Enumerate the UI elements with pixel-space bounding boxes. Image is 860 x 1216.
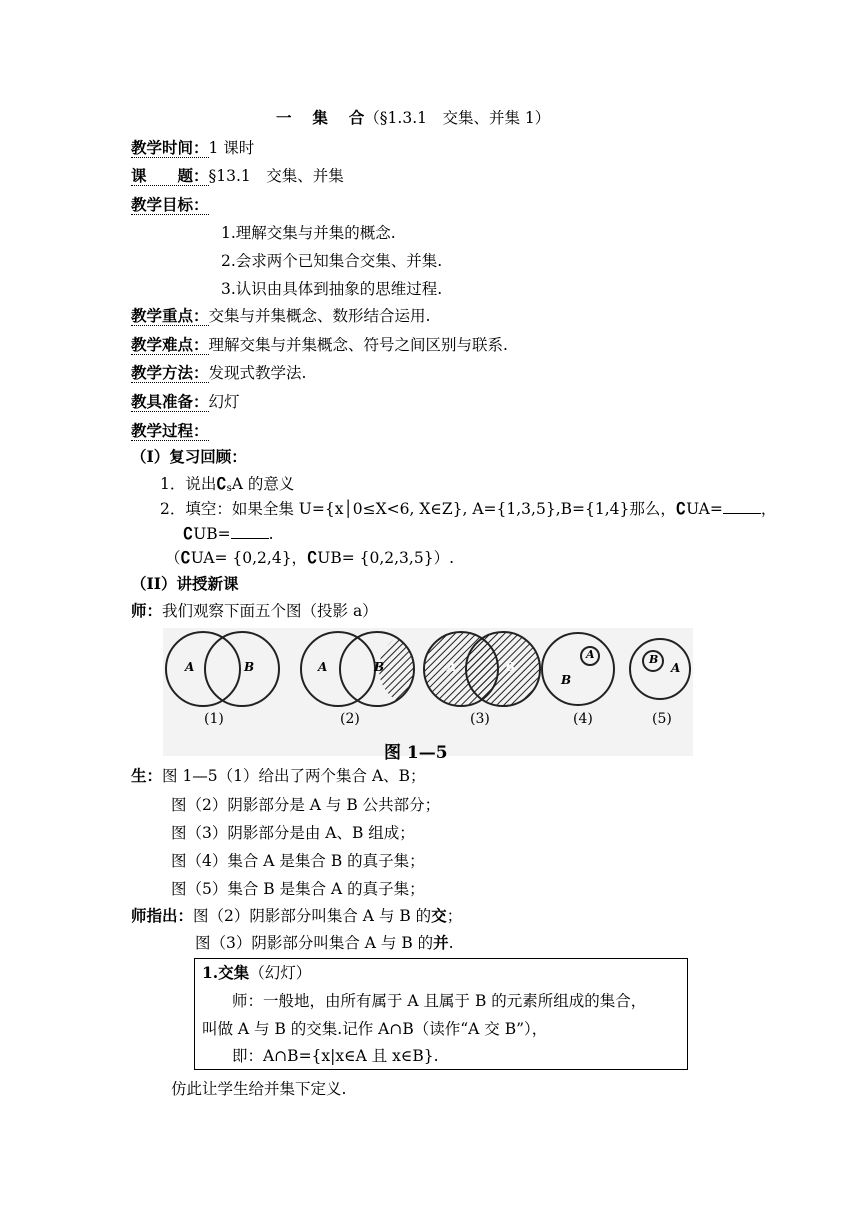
venn-diagram-svg (163, 628, 693, 756)
box-line-2: 叫做 A 与 B 的交集.记作 A∩B（读作“A 交 B”）， (202, 1020, 548, 1038)
figure-label-3: (3) (470, 711, 490, 727)
figure-label-2: (2) (340, 711, 360, 727)
student-line-2: 图（2）阴影部分是 A 与 B 公共部分； (171, 796, 441, 814)
student-line-5: 图（5）集合 B 是集合 A 的真子集； (171, 880, 425, 898)
complement-icon: ∁ (216, 474, 227, 493)
footer-line: 仿此让学生给并集下定义. (171, 1080, 347, 1098)
key-row (131, 306, 430, 326)
method-row (131, 363, 306, 383)
figure-label-4: (4) (573, 711, 593, 727)
time-row (131, 138, 254, 158)
topic-label: 课 题： (131, 166, 209, 185)
title-sub: （§1.3.1 交集、并集 1） (364, 109, 551, 127)
teacher-point1-bold: 交 (431, 906, 447, 925)
goal-3: 3.认识由具体到抽象的思维过程. (221, 280, 443, 298)
box-line-1: 师：一般地，由所有属于 A 且属于 B 的元素所组成的集合， (232, 992, 647, 1010)
student-label: 生： (131, 766, 163, 785)
key-label: 教学重点： (131, 306, 209, 325)
teacher-point2-bold: 并 (433, 933, 449, 952)
teacher-point2-end: . (448, 934, 454, 952)
venn-figure (163, 628, 693, 756)
teacher-point-2 (195, 933, 454, 953)
box-line-3: 即：A∩B={x|x∈A 且 x∈B}. (232, 1047, 439, 1065)
venn4-label-a: A (586, 648, 595, 661)
venn1-label-a: A (185, 660, 195, 674)
goals-label: 教学目标： (131, 195, 209, 214)
tools-label: 教具准备： (131, 392, 209, 411)
goal-2: 2.会求两个已知集合交集、并集. (221, 252, 443, 270)
process-label: 教学过程： (131, 421, 209, 440)
review-item-1 (160, 474, 294, 499)
review-answer (165, 548, 454, 568)
topic-row (131, 166, 344, 186)
review-item2-text: 2．填空：如果全集 U={x│0≤X<6, X∈Z}, A={1,3,5},B={1,4}那么， (160, 500, 676, 518)
goal-1: 1.理解交集与并集的概念. (221, 224, 396, 242)
venn1-circle-a (166, 632, 240, 706)
time-value: 1 课时 (208, 139, 255, 157)
venn3-label-a: A (447, 660, 457, 674)
tools-row (131, 392, 240, 412)
venn1-label-b: B (244, 660, 255, 674)
venn4-label-b: B (561, 673, 572, 687)
review-item-2b: ∁UB= . (183, 524, 274, 543)
key-value: 交集与并集概念、数形结合运用. (208, 307, 431, 325)
answer-b: UB= {0,2,3,5}）. (317, 549, 454, 567)
venn3-circle-b (466, 632, 540, 706)
student-line-3: 图（3）阴影部分是由 A、B 组成； (171, 824, 415, 842)
figure-label-5: (5) (652, 711, 672, 727)
doc-title (276, 108, 550, 128)
review-heading: （I）复习回顾： (131, 447, 247, 466)
student-line-1 (131, 766, 426, 786)
review-item2-cu2: UB= (193, 525, 231, 543)
review-item1-sub: s (226, 483, 232, 494)
student-line-4: 图（4）集合 A 是集合 B 的真子集； (171, 852, 425, 870)
venn5-label-b: B (649, 653, 659, 666)
student-text-1: 图 1—5（1）给出了两个集合 A、B； (162, 767, 426, 785)
teacher-point1-pre: 图（2）阴影部分叫集合 A 与 B 的 (193, 907, 432, 925)
venn5-label-a: A (671, 661, 681, 675)
blank-2 (231, 524, 269, 539)
review-item1-suffix: A 的意义 (231, 475, 295, 493)
venn2-label-a: A (318, 660, 328, 674)
difficulty-value: 理解交集与并集概念、符号之间区别与联系. (208, 336, 508, 354)
goals-row (131, 195, 209, 215)
box-title (202, 963, 311, 983)
complement-icon: ∁ (180, 548, 191, 567)
venn2-circle-a (301, 632, 375, 706)
venn2-label-b: B (374, 660, 385, 674)
teacher-intro (131, 601, 378, 621)
tools-value: 幻灯 (208, 393, 240, 411)
method-value: 发现式教学法. (208, 364, 307, 382)
box-title-bold: 1.交集 (202, 963, 250, 982)
venn4-circle-b (542, 633, 614, 705)
teacher-point2-pre: 图（3）阴影部分叫集合 A 与 B 的 (195, 934, 434, 952)
complement-icon: ∁ (675, 499, 687, 518)
venn1-circle-b (205, 632, 279, 706)
intersection-definition-box (194, 958, 688, 1070)
time-label: 教学时间： (131, 138, 209, 157)
review-item2-cu1: UA= (686, 500, 723, 518)
answer-open: （ (165, 549, 181, 567)
figure-label-1: (1) (204, 711, 224, 727)
teacher-point1-end: ； (446, 907, 463, 925)
difficulty-row (131, 335, 508, 355)
complement-icon: ∁ (307, 548, 318, 567)
teacher-point-1 (131, 906, 462, 926)
process-row (131, 421, 209, 441)
box-title-rest: （幻灯） (249, 964, 312, 982)
blank-1 (723, 499, 761, 514)
review-item1-prefix: 1．说出 (160, 475, 217, 493)
newlesson-heading: （II）讲授新课 (131, 574, 239, 593)
difficulty-label: 教学难点： (131, 335, 209, 354)
venn3-label-b: B (505, 660, 516, 674)
title-main: 一 集 合 (276, 108, 365, 127)
method-label: 教学方法： (131, 363, 209, 382)
teacher-points-label: 师指出： (131, 906, 194, 925)
teacher-label: 师： (131, 601, 163, 620)
complement-icon: ∁ (183, 524, 194, 543)
review-item2-comma: ， (760, 500, 777, 518)
topic-value: §13.1 交集、并集 (208, 167, 344, 185)
figure-caption: 图 1—5 (384, 743, 448, 763)
teacher-text: 我们观察下面五个图（投影 a） (162, 602, 378, 620)
review-item-2 (160, 499, 776, 519)
answer-a: UA= {0,2,4}， (190, 549, 308, 567)
